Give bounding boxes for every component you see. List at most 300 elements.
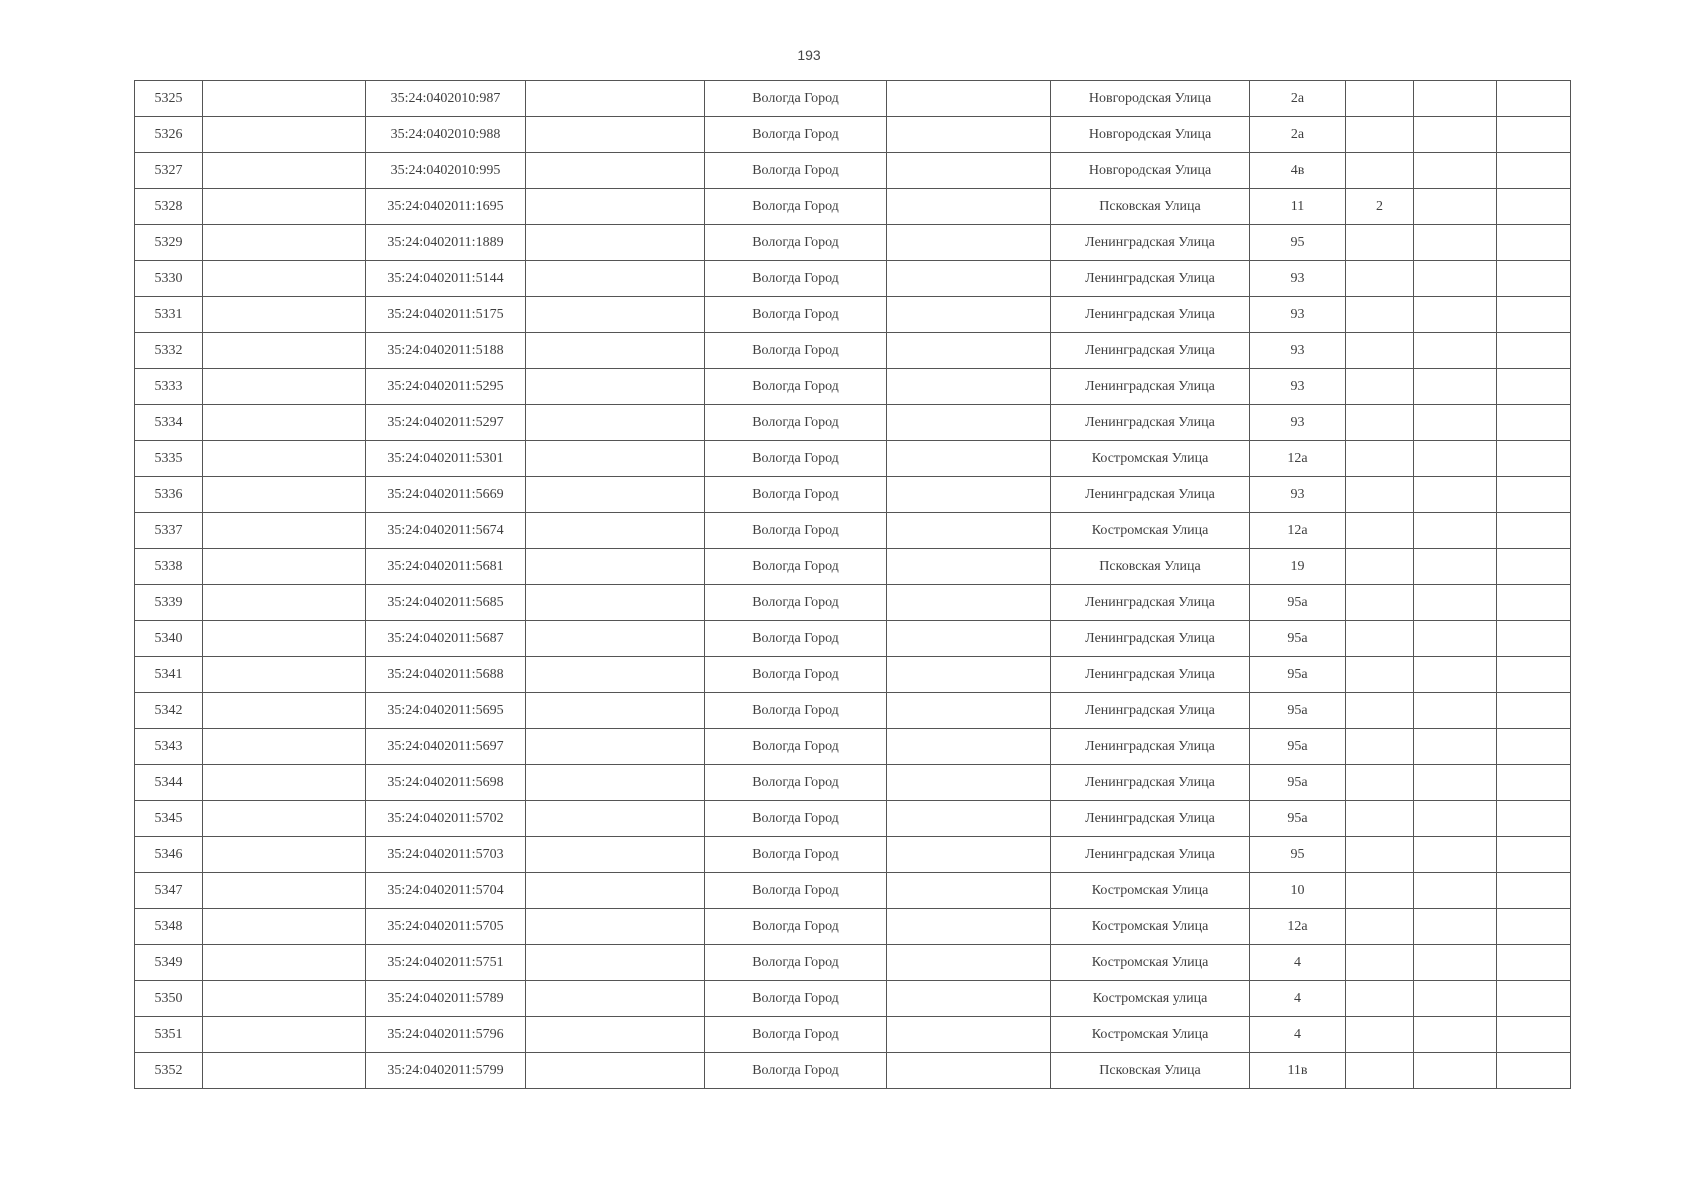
street-cell: Ленинградская Улица: [1051, 225, 1250, 261]
extra-cell: [1346, 261, 1414, 297]
cadastral-number-cell: 35:24:0402011:5751: [366, 945, 526, 981]
empty-cell: [1414, 801, 1497, 837]
empty-cell: [1497, 657, 1571, 693]
empty-cell: [1497, 369, 1571, 405]
empty-cell: [1497, 729, 1571, 765]
empty-cell: [203, 549, 366, 585]
empty-cell: [1414, 117, 1497, 153]
street-cell: Новгородская Улица: [1051, 81, 1250, 117]
empty-cell: [526, 369, 705, 405]
cadastral-number-cell: 35:24:0402011:5688: [366, 657, 526, 693]
table-row: [135, 657, 1571, 693]
empty-cell: [1414, 441, 1497, 477]
extra-cell: [1346, 441, 1414, 477]
house-number-cell: 11: [1250, 189, 1346, 225]
house-number-cell: 11в: [1250, 1053, 1346, 1089]
street-cell: Ленинградская Улица: [1051, 297, 1250, 333]
street-cell: Ленинградская Улица: [1051, 477, 1250, 513]
street-cell: Ленинградская Улица: [1051, 729, 1250, 765]
empty-cell: [526, 657, 705, 693]
table-row: [135, 369, 1571, 405]
row-number-cell: 5327: [135, 153, 203, 189]
house-number-cell: 93: [1250, 405, 1346, 441]
empty-cell: [526, 585, 705, 621]
cadastral-number-cell: 35:24:0402010:995: [366, 153, 526, 189]
cadastral-number-cell: 35:24:0402011:5188: [366, 333, 526, 369]
table-row: [135, 153, 1571, 189]
house-number-cell: 95а: [1250, 765, 1346, 801]
table-row: [135, 729, 1571, 765]
empty-cell: [887, 189, 1051, 225]
empty-cell: [1414, 513, 1497, 549]
cadastral-number-cell: 35:24:0402010:987: [366, 81, 526, 117]
table-row: [135, 801, 1571, 837]
empty-cell: [1497, 81, 1571, 117]
city-cell: Вологда Город: [705, 657, 887, 693]
cadastral-number-cell: 35:24:0402011:5681: [366, 549, 526, 585]
house-number-cell: 4: [1250, 981, 1346, 1017]
city-cell: Вологда Город: [705, 693, 887, 729]
cadastral-number-cell: 35:24:0402011:5789: [366, 981, 526, 1017]
empty-cell: [887, 405, 1051, 441]
empty-cell: [1414, 837, 1497, 873]
extra-cell: [1346, 801, 1414, 837]
empty-cell: [1414, 549, 1497, 585]
extra-cell: [1346, 549, 1414, 585]
empty-cell: [1497, 441, 1571, 477]
city-cell: Вологда Город: [705, 333, 887, 369]
row-number-cell: 5350: [135, 981, 203, 1017]
empty-cell: [203, 945, 366, 981]
table-row: [135, 297, 1571, 333]
extra-cell: [1346, 945, 1414, 981]
empty-cell: [203, 621, 366, 657]
cadastral-number-cell: 35:24:0402011:5796: [366, 1017, 526, 1053]
empty-cell: [526, 873, 705, 909]
house-number-cell: 95а: [1250, 729, 1346, 765]
house-number-cell: 10: [1250, 873, 1346, 909]
empty-cell: [526, 441, 705, 477]
table-row: [135, 765, 1571, 801]
empty-cell: [1497, 261, 1571, 297]
empty-cell: [887, 945, 1051, 981]
empty-cell: [526, 729, 705, 765]
row-number-cell: 5344: [135, 765, 203, 801]
street-cell: Ленинградская Улица: [1051, 585, 1250, 621]
cadastral-number-cell: 35:24:0402011:5704: [366, 873, 526, 909]
extra-cell: [1346, 1017, 1414, 1053]
row-number-cell: 5332: [135, 333, 203, 369]
row-number-cell: 5346: [135, 837, 203, 873]
empty-cell: [1414, 657, 1497, 693]
empty-cell: [1414, 621, 1497, 657]
empty-cell: [887, 513, 1051, 549]
city-cell: Вологда Город: [705, 405, 887, 441]
empty-cell: [526, 297, 705, 333]
extra-cell: [1346, 729, 1414, 765]
empty-cell: [526, 333, 705, 369]
row-number-cell: 5339: [135, 585, 203, 621]
cadastral-number-cell: 35:24:0402011:5175: [366, 297, 526, 333]
extra-cell: [1346, 837, 1414, 873]
house-number-cell: 12а: [1250, 909, 1346, 945]
city-cell: Вологда Город: [705, 189, 887, 225]
extra-cell: [1346, 585, 1414, 621]
empty-cell: [1497, 765, 1571, 801]
empty-cell: [526, 225, 705, 261]
street-cell: Псковская Улица: [1051, 549, 1250, 585]
empty-cell: [1414, 153, 1497, 189]
row-number-cell: 5345: [135, 801, 203, 837]
empty-cell: [1497, 585, 1571, 621]
empty-cell: [1414, 729, 1497, 765]
table-row: [135, 189, 1571, 225]
empty-cell: [526, 693, 705, 729]
city-cell: Вологда Город: [705, 297, 887, 333]
city-cell: Вологда Город: [705, 549, 887, 585]
empty-cell: [203, 801, 366, 837]
city-cell: Вологда Город: [705, 585, 887, 621]
cadastral-number-cell: 35:24:0402011:5705: [366, 909, 526, 945]
house-number-cell: 95а: [1250, 621, 1346, 657]
house-number-cell: 2а: [1250, 117, 1346, 153]
row-number-cell: 5340: [135, 621, 203, 657]
row-number-cell: 5351: [135, 1017, 203, 1053]
house-number-cell: 4: [1250, 1017, 1346, 1053]
house-number-cell: 4в: [1250, 153, 1346, 189]
empty-cell: [203, 657, 366, 693]
empty-cell: [526, 801, 705, 837]
street-cell: Ленинградская Улица: [1051, 405, 1250, 441]
empty-cell: [203, 81, 366, 117]
cadastral-number-cell: 35:24:0402011:5703: [366, 837, 526, 873]
empty-cell: [203, 909, 366, 945]
empty-cell: [1497, 693, 1571, 729]
empty-cell: [203, 765, 366, 801]
row-number-cell: 5331: [135, 297, 203, 333]
empty-cell: [887, 369, 1051, 405]
extra-cell: [1346, 657, 1414, 693]
cadastral-number-cell: 35:24:0402011:5799: [366, 1053, 526, 1089]
extra-cell: [1346, 297, 1414, 333]
row-number-cell: 5341: [135, 657, 203, 693]
cadastral-number-cell: 35:24:0402011:5697: [366, 729, 526, 765]
empty-cell: [887, 909, 1051, 945]
street-cell: Костромская Улица: [1051, 945, 1250, 981]
row-number-cell: 5325: [135, 81, 203, 117]
empty-cell: [1497, 225, 1571, 261]
empty-cell: [203, 693, 366, 729]
empty-cell: [1414, 225, 1497, 261]
city-cell: Вологда Город: [705, 153, 887, 189]
row-number-cell: 5343: [135, 729, 203, 765]
cadastral-number-cell: 35:24:0402010:988: [366, 117, 526, 153]
empty-cell: [887, 873, 1051, 909]
empty-cell: [1414, 405, 1497, 441]
house-number-cell: 12а: [1250, 441, 1346, 477]
house-number-cell: 93: [1250, 477, 1346, 513]
empty-cell: [1497, 189, 1571, 225]
table-row: [135, 945, 1571, 981]
empty-cell: [1497, 153, 1571, 189]
extra-cell: [1346, 369, 1414, 405]
empty-cell: [887, 837, 1051, 873]
street-cell: Новгородская Улица: [1051, 153, 1250, 189]
table-row: [135, 837, 1571, 873]
empty-cell: [1414, 981, 1497, 1017]
row-number-cell: 5352: [135, 1053, 203, 1089]
empty-cell: [526, 837, 705, 873]
table-row: [135, 909, 1571, 945]
table-row: [135, 81, 1571, 117]
city-cell: Вологда Город: [705, 81, 887, 117]
empty-cell: [1414, 693, 1497, 729]
city-cell: Вологда Город: [705, 837, 887, 873]
table-row: [135, 441, 1571, 477]
row-number-cell: 5338: [135, 549, 203, 585]
table-row: [135, 261, 1571, 297]
empty-cell: [1414, 189, 1497, 225]
empty-cell: [887, 441, 1051, 477]
empty-cell: [203, 873, 366, 909]
empty-cell: [203, 333, 366, 369]
empty-cell: [1497, 873, 1571, 909]
street-cell: Ленинградская Улица: [1051, 261, 1250, 297]
empty-cell: [203, 585, 366, 621]
row-number-cell: 5334: [135, 405, 203, 441]
house-number-cell: 93: [1250, 369, 1346, 405]
cadastral-number-cell: 35:24:0402011:5695: [366, 693, 526, 729]
city-cell: Вологда Город: [705, 621, 887, 657]
empty-cell: [526, 1017, 705, 1053]
empty-cell: [526, 513, 705, 549]
empty-cell: [887, 981, 1051, 1017]
empty-cell: [203, 297, 366, 333]
street-cell: Костромская Улица: [1051, 513, 1250, 549]
table-row: [135, 873, 1571, 909]
empty-cell: [887, 621, 1051, 657]
empty-cell: [887, 333, 1051, 369]
empty-cell: [1414, 81, 1497, 117]
city-cell: Вологда Город: [705, 765, 887, 801]
empty-cell: [526, 909, 705, 945]
empty-cell: [1497, 513, 1571, 549]
cadastral-number-cell: 35:24:0402011:5295: [366, 369, 526, 405]
empty-cell: [1497, 477, 1571, 513]
empty-cell: [203, 369, 366, 405]
extra-cell: [1346, 513, 1414, 549]
table-row: [135, 549, 1571, 585]
empty-cell: [526, 1053, 705, 1089]
house-number-cell: 95: [1250, 837, 1346, 873]
empty-cell: [203, 117, 366, 153]
house-number-cell: 95а: [1250, 585, 1346, 621]
empty-cell: [203, 261, 366, 297]
city-cell: Вологда Город: [705, 729, 887, 765]
table-row: [135, 1017, 1571, 1053]
empty-cell: [526, 153, 705, 189]
empty-cell: [1414, 369, 1497, 405]
empty-cell: [1497, 837, 1571, 873]
empty-cell: [203, 477, 366, 513]
city-cell: Вологда Город: [705, 945, 887, 981]
house-number-cell: 12а: [1250, 513, 1346, 549]
table-row: [135, 225, 1571, 261]
cadastral-number-cell: 35:24:0402011:5144: [366, 261, 526, 297]
empty-cell: [1414, 945, 1497, 981]
table-row: [135, 621, 1571, 657]
extra-cell: [1346, 405, 1414, 441]
empty-cell: [1414, 765, 1497, 801]
house-number-cell: 19: [1250, 549, 1346, 585]
extra-cell: [1346, 81, 1414, 117]
empty-cell: [526, 549, 705, 585]
cadastral-number-cell: 35:24:0402011:5669: [366, 477, 526, 513]
house-number-cell: 2а: [1250, 81, 1346, 117]
street-cell: Костромская Улица: [1051, 909, 1250, 945]
empty-cell: [203, 1017, 366, 1053]
house-number-cell: 95а: [1250, 693, 1346, 729]
cadastral-number-cell: 35:24:0402011:5702: [366, 801, 526, 837]
extra-cell: [1346, 981, 1414, 1017]
table-row: [135, 477, 1571, 513]
empty-cell: [1414, 585, 1497, 621]
empty-cell: [1497, 549, 1571, 585]
cadastral-number-cell: 35:24:0402011:5674: [366, 513, 526, 549]
extra-cell: [1346, 225, 1414, 261]
row-number-cell: 5330: [135, 261, 203, 297]
empty-cell: [887, 765, 1051, 801]
cadastral-number-cell: 35:24:0402011:5687: [366, 621, 526, 657]
empty-cell: [887, 81, 1051, 117]
cadastral-number-cell: 35:24:0402011:5297: [366, 405, 526, 441]
house-number-cell: 93: [1250, 333, 1346, 369]
row-number-cell: 5342: [135, 693, 203, 729]
city-cell: Вологда Город: [705, 261, 887, 297]
empty-cell: [1414, 873, 1497, 909]
table-row: [135, 117, 1571, 153]
empty-cell: [203, 225, 366, 261]
empty-cell: [526, 117, 705, 153]
street-cell: Костромская Улица: [1051, 441, 1250, 477]
cadastral-number-cell: 35:24:0402011:1889: [366, 225, 526, 261]
empty-cell: [203, 729, 366, 765]
empty-cell: [526, 945, 705, 981]
table-row: [135, 981, 1571, 1017]
house-number-cell: 95а: [1250, 801, 1346, 837]
empty-cell: [203, 405, 366, 441]
empty-cell: [887, 153, 1051, 189]
empty-cell: [1497, 981, 1571, 1017]
empty-cell: [1497, 1053, 1571, 1089]
empty-cell: [887, 801, 1051, 837]
empty-cell: [1497, 1017, 1571, 1053]
registry-table: [134, 80, 1571, 1089]
registry-table-body: [135, 81, 1571, 1089]
table-row: [135, 693, 1571, 729]
empty-cell: [887, 1017, 1051, 1053]
table-row: [135, 513, 1571, 549]
row-number-cell: 5337: [135, 513, 203, 549]
extra-cell: [1346, 693, 1414, 729]
cadastral-number-cell: 35:24:0402011:5301: [366, 441, 526, 477]
extra-cell: [1346, 477, 1414, 513]
extra-cell: 2: [1346, 189, 1414, 225]
empty-cell: [887, 693, 1051, 729]
empty-cell: [887, 1053, 1051, 1089]
empty-cell: [887, 225, 1051, 261]
empty-cell: [526, 189, 705, 225]
row-number-cell: 5329: [135, 225, 203, 261]
street-cell: Ленинградская Улица: [1051, 801, 1250, 837]
empty-cell: [526, 621, 705, 657]
house-number-cell: 4: [1250, 945, 1346, 981]
empty-cell: [203, 189, 366, 225]
empty-cell: [1497, 117, 1571, 153]
cadastral-number-cell: 35:24:0402011:5698: [366, 765, 526, 801]
table-row: [135, 333, 1571, 369]
empty-cell: [887, 477, 1051, 513]
row-number-cell: 5348: [135, 909, 203, 945]
empty-cell: [887, 729, 1051, 765]
house-number-cell: 93: [1250, 297, 1346, 333]
empty-cell: [526, 81, 705, 117]
empty-cell: [1414, 1017, 1497, 1053]
table-row: [135, 1053, 1571, 1089]
empty-cell: [203, 1053, 366, 1089]
row-number-cell: 5347: [135, 873, 203, 909]
city-cell: Вологда Город: [705, 1017, 887, 1053]
extra-cell: [1346, 873, 1414, 909]
empty-cell: [887, 117, 1051, 153]
empty-cell: [887, 657, 1051, 693]
house-number-cell: 93: [1250, 261, 1346, 297]
empty-cell: [203, 513, 366, 549]
city-cell: Вологда Город: [705, 117, 887, 153]
row-number-cell: 5328: [135, 189, 203, 225]
empty-cell: [203, 441, 366, 477]
house-number-cell: 95а: [1250, 657, 1346, 693]
empty-cell: [1414, 477, 1497, 513]
empty-cell: [1497, 333, 1571, 369]
empty-cell: [887, 261, 1051, 297]
city-cell: Вологда Город: [705, 1053, 887, 1089]
city-cell: Вологда Город: [705, 477, 887, 513]
empty-cell: [1497, 909, 1571, 945]
cadastral-number-cell: 35:24:0402011:5685: [366, 585, 526, 621]
city-cell: Вологда Город: [705, 369, 887, 405]
extra-cell: [1346, 621, 1414, 657]
extra-cell: [1346, 1053, 1414, 1089]
cadastral-number-cell: 35:24:0402011:1695: [366, 189, 526, 225]
city-cell: Вологда Город: [705, 909, 887, 945]
street-cell: Ленинградская Улица: [1051, 369, 1250, 405]
city-cell: Вологда Город: [705, 225, 887, 261]
street-cell: Новгородская Улица: [1051, 117, 1250, 153]
extra-cell: [1346, 765, 1414, 801]
street-cell: Ленинградская Улица: [1051, 837, 1250, 873]
table-row: [135, 405, 1571, 441]
city-cell: Вологда Город: [705, 801, 887, 837]
empty-cell: [1414, 909, 1497, 945]
city-cell: Вологда Город: [705, 981, 887, 1017]
empty-cell: [1497, 405, 1571, 441]
empty-cell: [526, 261, 705, 297]
extra-cell: [1346, 117, 1414, 153]
street-cell: Ленинградская Улица: [1051, 657, 1250, 693]
empty-cell: [203, 837, 366, 873]
empty-cell: [1414, 1053, 1497, 1089]
